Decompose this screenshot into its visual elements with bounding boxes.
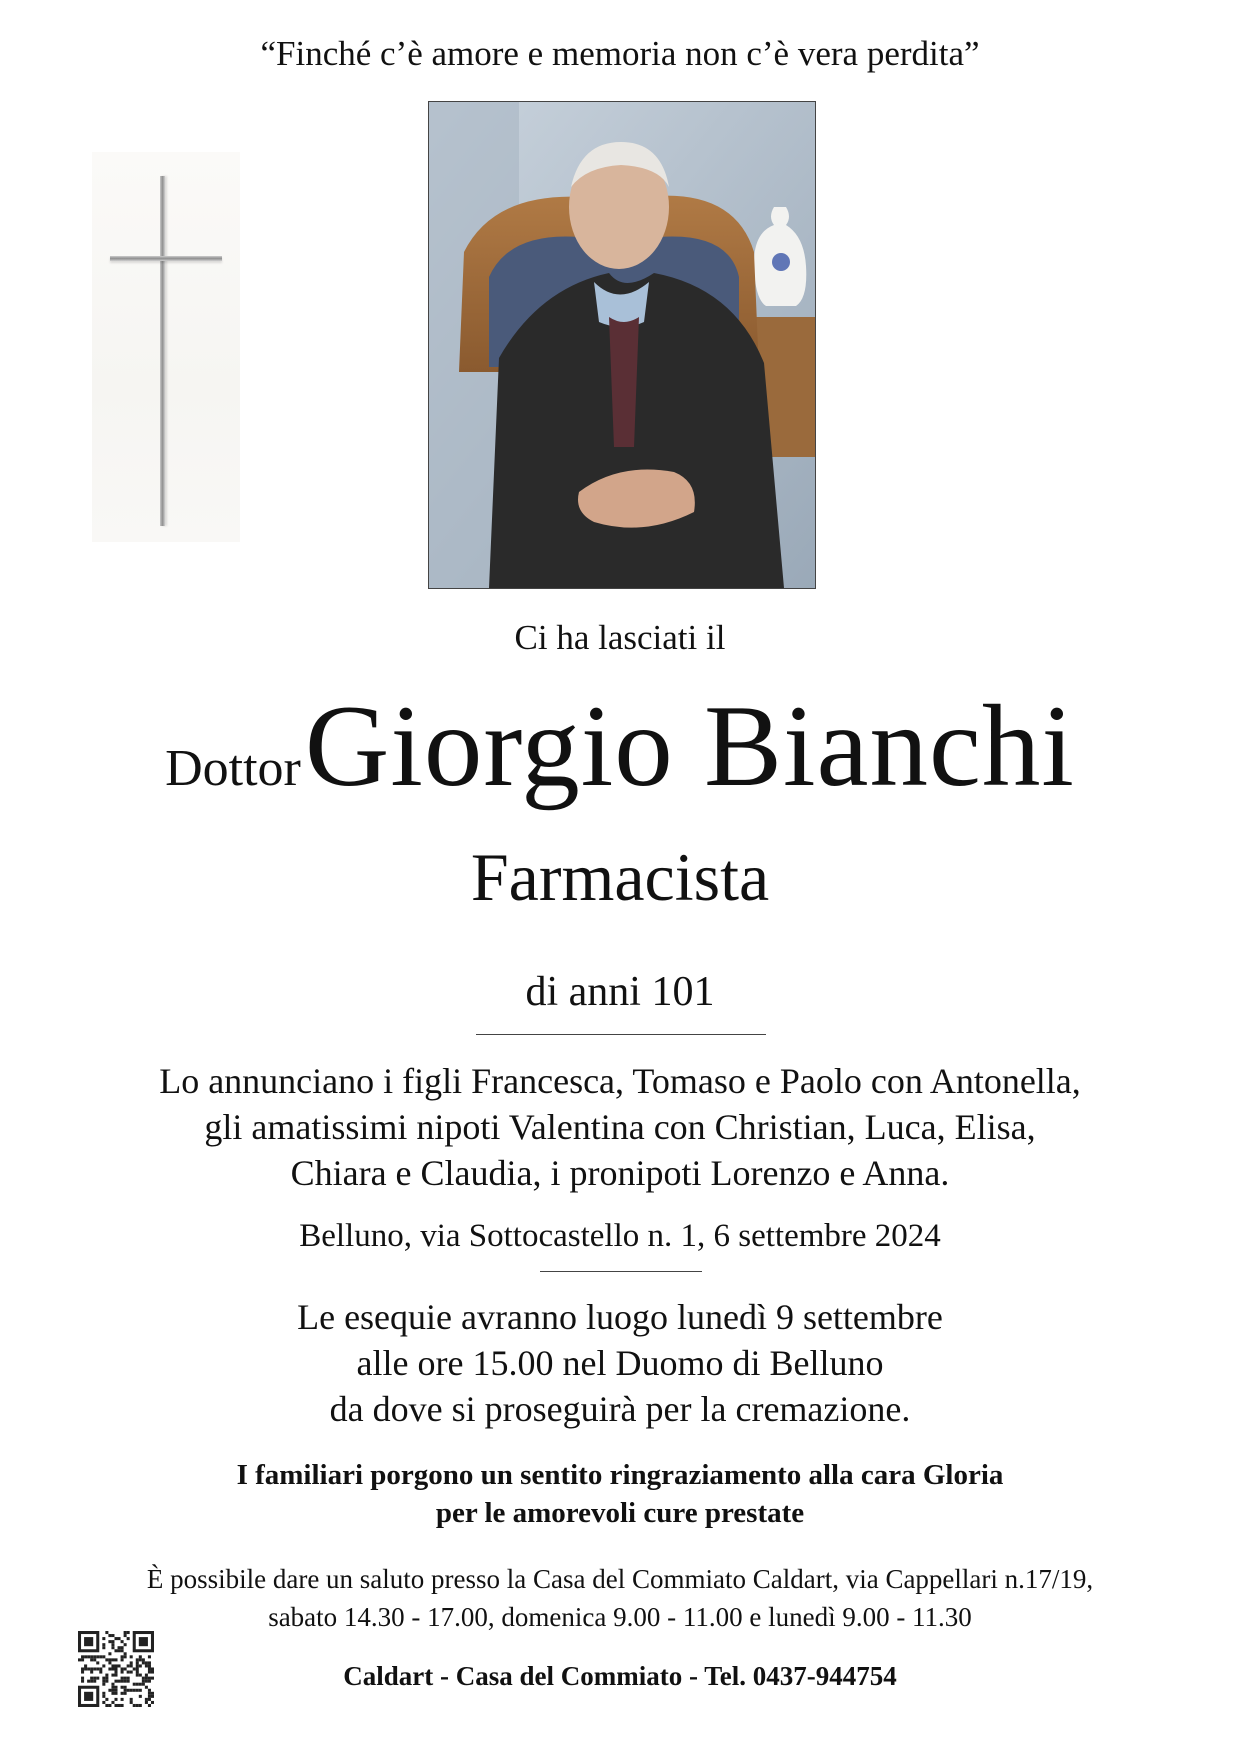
funeral-line: alle ore 15.00 nel Duomo di Belluno <box>356 1343 884 1383</box>
thanks-line: per le amorevoli cure prestate <box>435 1497 805 1529</box>
announcement-line: Lo annunciano i figli Francesca, Tomaso e Paolo con Antonella, <box>159 1061 1081 1101</box>
divider <box>476 1034 766 1035</box>
quote: “Finché c’è amore e memoria non c’è vera perdita” <box>260 34 980 73</box>
announcement-line: gli amatissimi nipoti Valentina con Christian, Luca, Elisa, <box>204 1107 1036 1147</box>
deceased-title: Dottor <box>165 740 301 797</box>
portrait-photo <box>428 101 816 589</box>
funeral-home-contact: Caldart - Casa del Commiato - Tel. 0437-944754 <box>343 1661 897 1691</box>
announcement <box>0 1058 1240 1196</box>
funeral-line: da dove si proseguirà per la cremazione. <box>329 1389 911 1429</box>
cross-icon <box>160 176 165 526</box>
departure-intro: Ci ha lasciati il <box>514 618 726 657</box>
thanks-note <box>0 1456 1240 1532</box>
thanks-line: I familiari porgono un sentito ringraziamento alla cara Gloria <box>236 1459 1004 1491</box>
deceased-profession: Farmacista <box>470 839 770 915</box>
funeral-line: Le esequie avranno luogo lunedì 9 settembre <box>297 1297 943 1337</box>
cross-background <box>92 152 240 542</box>
place-and-date: Belluno, via Sottocastello n. 1, 6 settembre 2024 <box>299 1218 941 1254</box>
portrait-illustration <box>429 102 815 588</box>
funeral-info <box>0 1294 1240 1432</box>
visiting-line: È possibile dare un saluto presso la Casa del Commiato Caldart, via Cappellari n.17/19, <box>146 1564 1094 1594</box>
divider <box>540 1271 702 1272</box>
visiting-info <box>0 1560 1240 1636</box>
cross-icon-crossbar <box>110 256 222 261</box>
deceased-age: di anni 101 <box>525 969 715 1015</box>
deceased-name-line <box>0 680 1240 814</box>
announcement-line: Chiara e Claudia, i pronipoti Lorenzo e Anna. <box>290 1153 950 1193</box>
visiting-line: sabato 14.30 - 17.00, domenica 9.00 - 11.00 e lunedì 9.00 - 11.30 <box>268 1602 972 1632</box>
deceased-name: Giorgio Bianchi <box>304 682 1075 811</box>
